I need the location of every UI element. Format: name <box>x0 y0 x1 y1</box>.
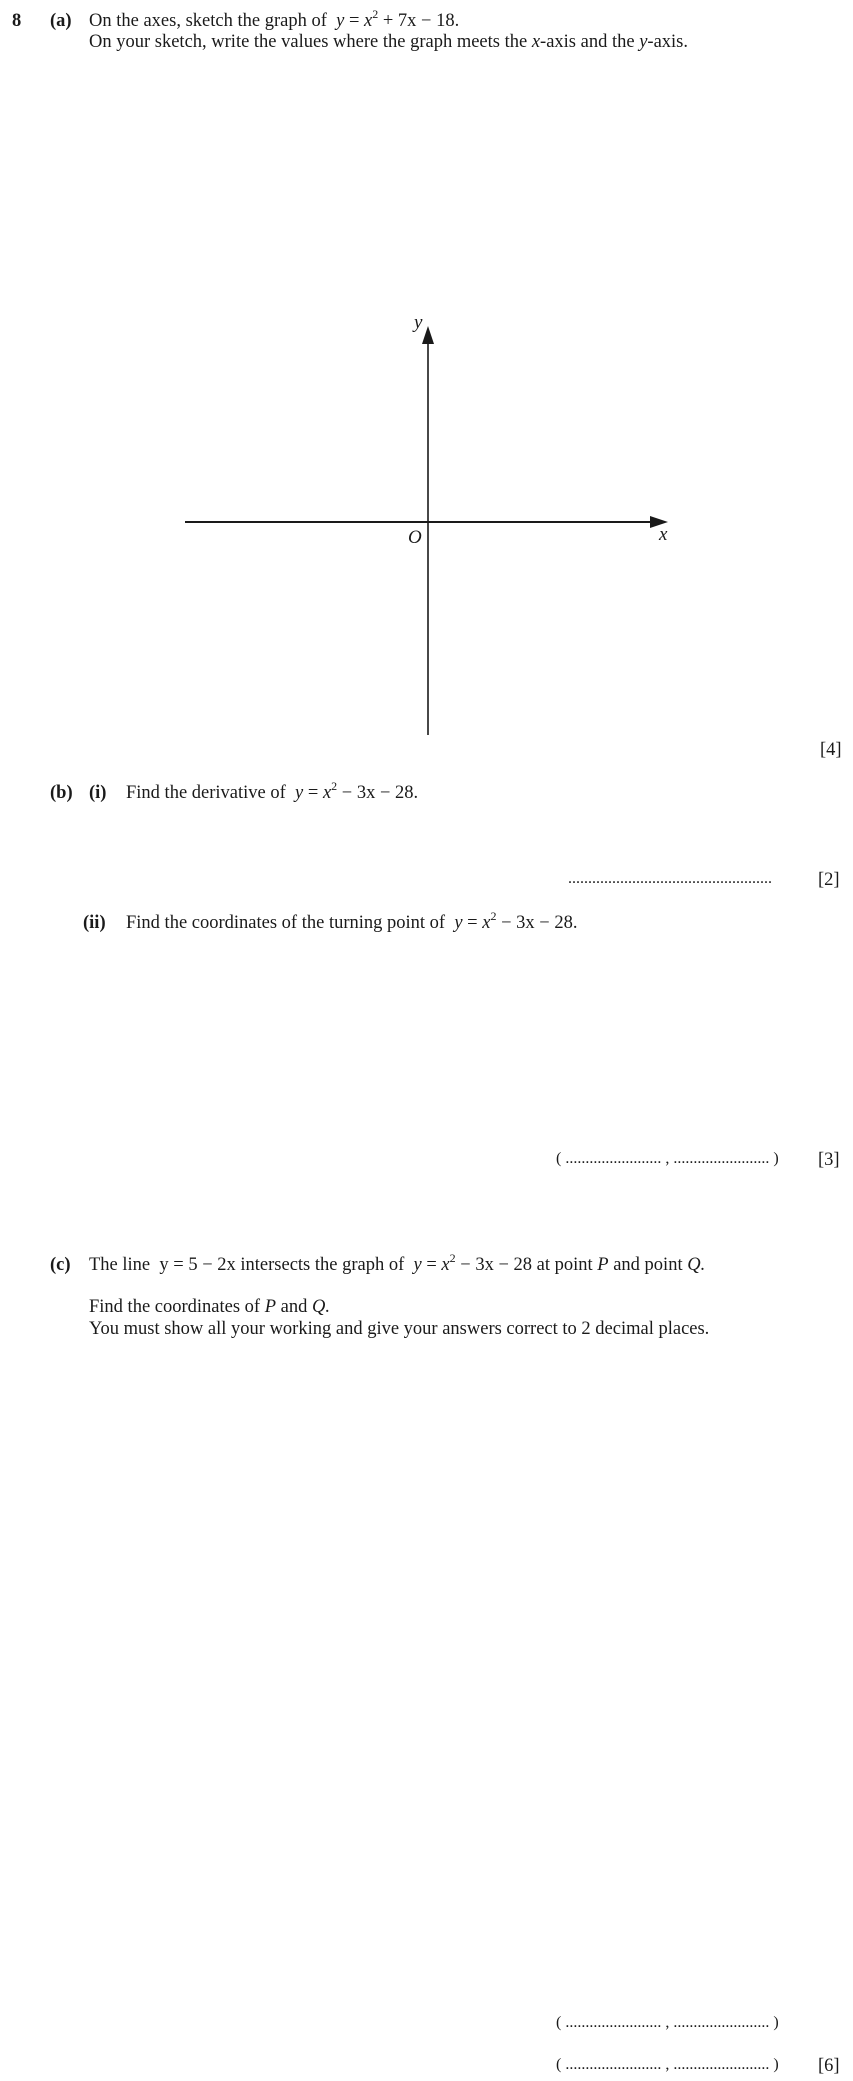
part-b-ii-marks: [3] <box>818 1150 840 1170</box>
line-equation: y = 5 − 2x <box>159 1255 236 1275</box>
part-b-ii-label: (ii) <box>83 913 106 933</box>
part-b-i-answer-line[interactable]: ................................................... <box>568 870 772 887</box>
part-b-ii-answer-line[interactable]: ( ........................ , ........................ ) <box>556 1150 779 1167</box>
part-c-line1: The line y = 5 − 2x intersects the graph of $y = x^2 - 3x - 28$ at point P and point Q. <box>89 1251 706 1275</box>
part-c-line2: Find the coordinates of P and Q. <box>89 1297 330 1317</box>
part-b-ii-question: Find the coordinates of the turning point of $y = x^2 - 3x - 28$. <box>126 909 578 933</box>
sketch-axes[interactable] <box>0 0 853 760</box>
part-a-instruction: On the axes, sketch the graph of <box>89 11 327 31</box>
part-a-line2: On your sketch, write the values where the graph meets the x-axis and the y-axis. <box>89 32 689 52</box>
part-c-marks: [6] <box>818 2056 840 2076</box>
part-b-i-label: (i) <box>89 783 107 803</box>
part-a-equation: $y = x^2 + 7x - 18$. <box>336 7 460 31</box>
y-axis-arrow-icon <box>422 326 434 344</box>
part-c-answer-line-2[interactable]: ( ........................ , ........................ ) <box>556 2056 779 2073</box>
part-b-i-question: Find the derivative of $y = x^2 - 3x - 28$. <box>126 779 419 803</box>
part-a-marks: [4] <box>820 740 842 760</box>
origin-label: O <box>408 527 422 548</box>
y-axis-label: y <box>414 312 423 333</box>
part-b-i-marks: [2] <box>818 870 840 890</box>
part-c-line3: You must show all your working and give your answers correct to 2 decimal places. <box>89 1319 710 1339</box>
part-a-label: (a) <box>50 11 72 31</box>
x-axis-label: x <box>659 524 668 545</box>
question-number: 8 <box>12 11 22 31</box>
part-c-answer-line-1[interactable]: ( ........................ , ........................ ) <box>556 2014 779 2031</box>
part-b-label: (b) <box>50 783 73 803</box>
part-c-label: (c) <box>50 1255 71 1275</box>
